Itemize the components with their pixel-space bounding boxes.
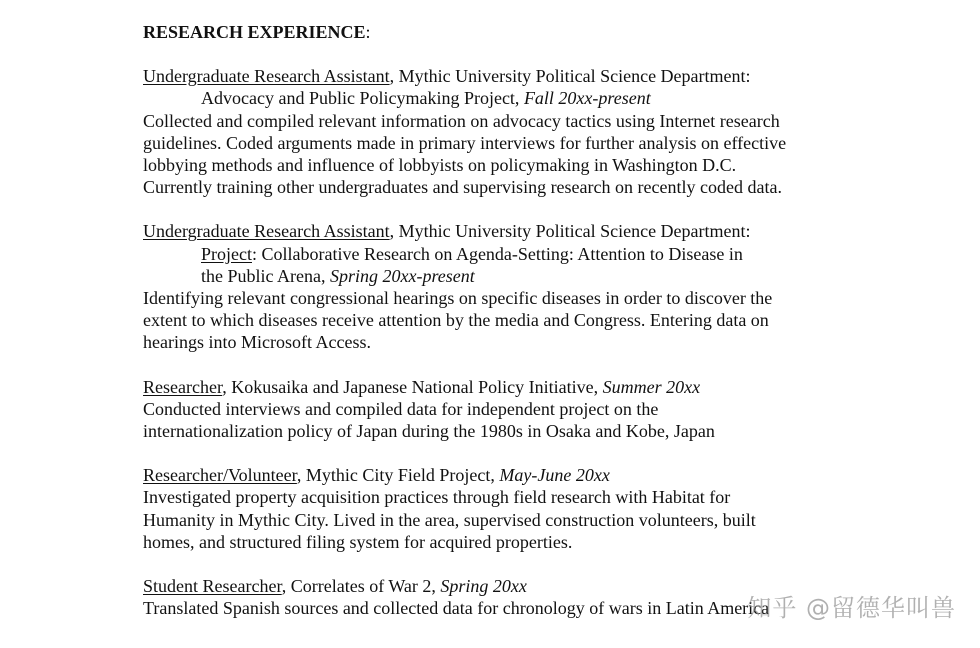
entry-date: May-June 20xx xyxy=(499,465,610,486)
entry-description-line: extent to which diseases receive attention by the media and Congress. Entering data on xyxy=(143,310,769,331)
entry-description-line: homes, and structured filing system for acquired properties. xyxy=(143,531,573,552)
entry-date: Fall 20xx-present xyxy=(523,88,651,109)
entry-description-line: Currently training other undergraduates and supervising research on recently coded data. xyxy=(143,177,782,198)
entry-organization: , Mythic City Field Project, xyxy=(296,465,500,486)
entry-title-line xyxy=(143,220,863,242)
entry-date: Spring 20xx xyxy=(440,576,527,597)
entry-title-line xyxy=(143,376,863,398)
entry-project-line xyxy=(143,243,863,265)
entry-project: Advocacy and Public Policymaking Project, xyxy=(201,88,524,109)
section-heading-colon: : xyxy=(365,22,371,42)
section-heading xyxy=(143,21,863,43)
watermark: 知乎 @留德华叫兽 xyxy=(747,594,956,622)
research-entry-4 xyxy=(143,464,863,553)
entry-project-label: Project xyxy=(201,243,252,264)
entry-organization: , Mythic University Political Science Department: xyxy=(389,221,751,242)
research-entry-2 xyxy=(143,220,863,353)
entry-description-line: internationalization policy of Japan during the 1980s in Osaka and Kobe, Japan xyxy=(143,421,715,442)
entry-role: Undergraduate Research Assistant xyxy=(143,66,390,87)
entry-description-line: Humanity in Mythic City. Lived in the area, supervised construction volunteers, built xyxy=(143,509,756,530)
entry-role: Researcher/Volunteer xyxy=(143,465,297,486)
entry-title-line xyxy=(143,464,863,486)
entry-description-line: Translated Spanish sources and collected data for chronology of wars in Latin America xyxy=(143,598,770,619)
research-entry-1 xyxy=(143,65,863,198)
entry-project-line xyxy=(143,87,863,109)
entry-description-line: Identifying relevant congressional hearings on specific diseases in order to discover the xyxy=(143,288,773,309)
entry-project: : Collaborative Research on Agenda-Setting: Attention to Disease in xyxy=(252,243,743,264)
entry-organization: , Kokusaika and Japanese National Policy Initiative, xyxy=(222,376,603,397)
entry-description-line: Conducted interviews and compiled data for independent project on the xyxy=(143,398,659,419)
entry-description-line: guidelines. Coded arguments made in primary interviews for further analysis on effective xyxy=(143,132,787,153)
entry-date: Summer 20xx xyxy=(602,376,701,397)
entry-organization: , Correlates of War 2, xyxy=(281,576,441,597)
entry-project-continued: the Public Arena, xyxy=(201,265,330,286)
entry-description-line: Investigated property acquisition practices through field research with Habitat for xyxy=(143,487,731,508)
entry-role: Student Researcher xyxy=(143,576,282,597)
research-entry-3 xyxy=(143,376,863,443)
document-page xyxy=(143,21,863,641)
entry-organization: , Mythic University Political Science Department: xyxy=(389,66,751,87)
entry-role: Researcher xyxy=(143,376,223,397)
entry-date: Spring 20xx-present xyxy=(329,265,475,286)
section-heading-text: RESEARCH EXPERIENCE xyxy=(143,22,366,42)
entry-description-line: Collected and compiled relevant information on advocacy tactics using Internet research xyxy=(143,110,780,131)
entry-description-line: lobbying methods and influence of lobbyists on policymaking in Washington D.C. xyxy=(143,155,737,176)
entry-description-line: hearings into Microsoft Access. xyxy=(143,332,371,353)
entry-role: Undergraduate Research Assistant xyxy=(143,221,390,242)
entry-project-line-2 xyxy=(143,265,863,287)
entry-title-line xyxy=(143,65,863,87)
